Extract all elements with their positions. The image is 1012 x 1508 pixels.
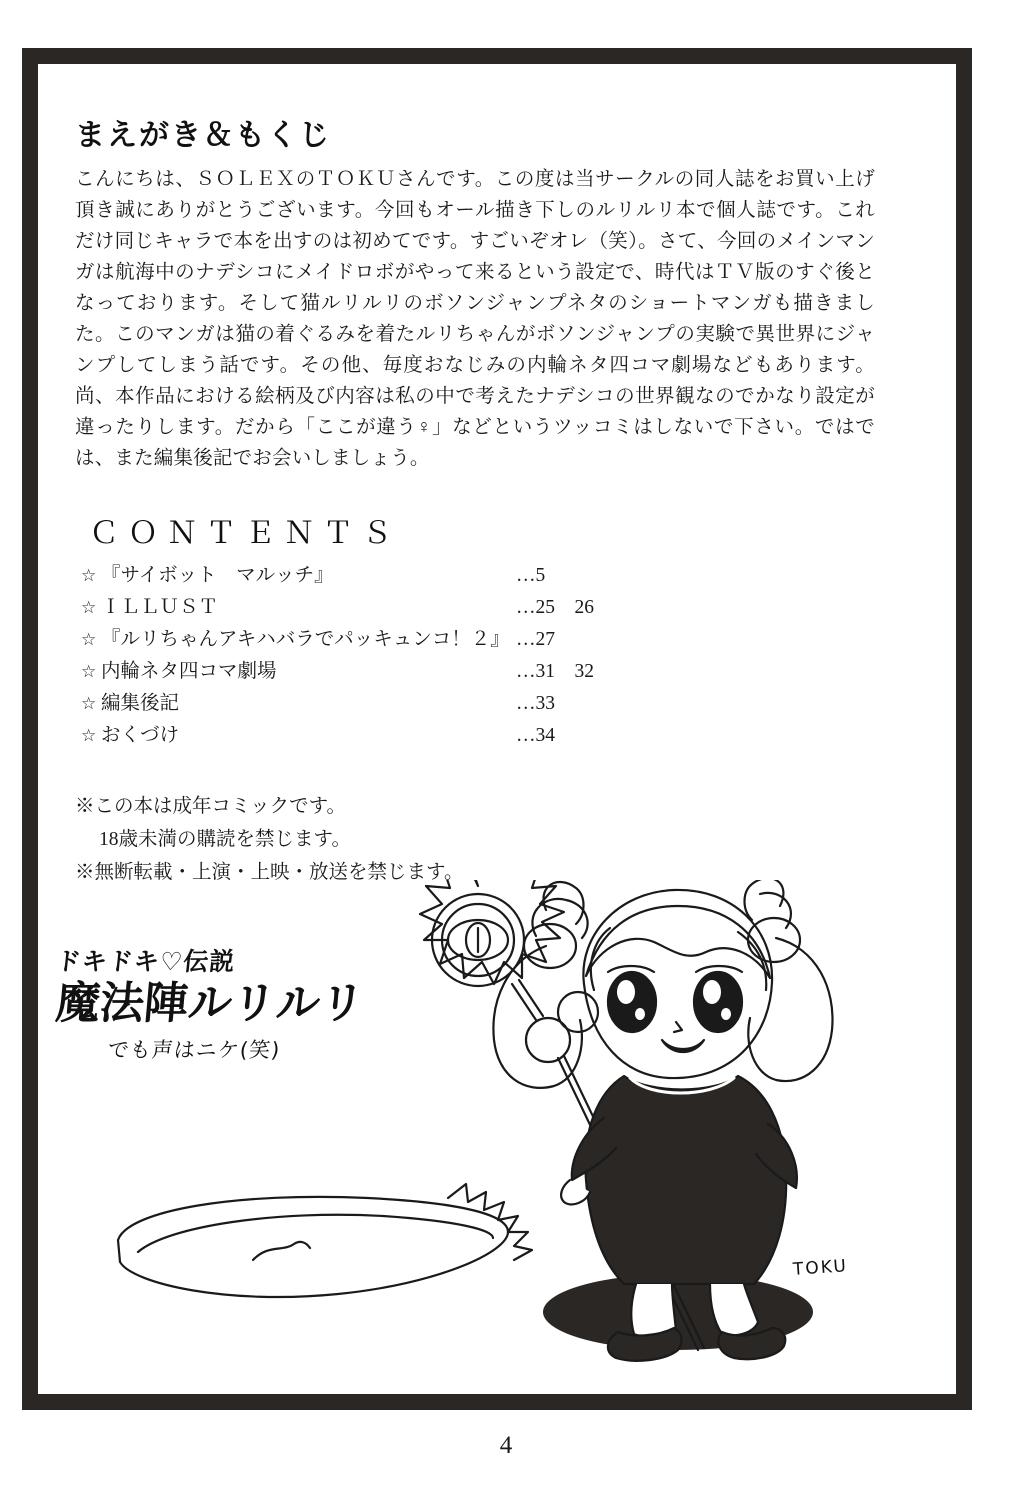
logo-line-1: ドキドキ♡伝説	[54, 947, 237, 976]
artist-signature: TOKU	[792, 1256, 849, 1280]
logo-line-3: でも声はニケ(笑)	[106, 1038, 282, 1062]
toc-label: おくづけ	[101, 725, 180, 746]
illustration-logo	[53, 942, 386, 1064]
star-icon: ☆	[81, 566, 97, 585]
list-item	[81, 720, 920, 752]
logo-line-2: 魔法陣ルリルリ	[53, 978, 367, 1029]
illustration	[38, 880, 956, 1400]
list-item	[81, 624, 920, 656]
notice-line: ※無断転載・上演・上映・放送を禁じます。	[75, 862, 464, 883]
toc-label: 内輪ネタ四コマ劇場	[101, 661, 277, 682]
toc-pages: …33	[516, 693, 555, 714]
star-icon: ☆	[81, 630, 97, 649]
star-icon: ☆	[81, 694, 97, 713]
list-item	[81, 592, 920, 624]
list-item	[81, 560, 920, 592]
toc-label: ＩＬＬＵＳＴ	[101, 597, 219, 618]
toc-label: 『サイボット マルッチ』	[101, 565, 334, 586]
contents-title: ＣＯＮＴＥＮＴＳ	[89, 516, 401, 551]
notices-block	[75, 790, 920, 889]
toc-label: 『ルリちゃんアキハバラでパッキュンコ！２』	[101, 629, 510, 650]
toc-label: 編集後記	[101, 693, 180, 714]
notice-line: ※この本は成年コミックです。	[75, 796, 347, 817]
list-item	[81, 656, 920, 688]
toc-pages: …34	[516, 725, 555, 746]
star-icon: ☆	[81, 598, 97, 617]
toc-pages: …27	[516, 629, 555, 650]
star-icon: ☆	[81, 662, 97, 681]
toc-pages: …5	[516, 565, 546, 586]
page-number: 4	[499, 1432, 513, 1459]
toc-pages: …25 26	[516, 597, 595, 618]
table-of-contents	[81, 560, 920, 752]
page-title: まえがき＆もくじ	[75, 118, 331, 153]
toc-pages: …31 32	[516, 661, 595, 682]
star-icon: ☆	[81, 726, 97, 745]
notice-line: 18歳未満の購読を禁じます。	[99, 829, 351, 850]
list-item	[81, 688, 920, 720]
intro-paragraph: こんにちは、ＳＯＬＥＸのＴＯＫＵさんです。この度は当サークルの同人誌をお買い上げ頂き誠にありがとうございます。今回もオール描き下しのルリルリ本で個人誌です。これだけ同じキャラで本を出すのは初めてです。すごいぞオレ（笑）。さて、今回のメインマンガは航海中のナデシコにメイドロボがやって来るという設定で、時代はＴＶ版のすぐ後となっております。そして猫ルリルリのボソンジャンプネタのショートマンガも描きました。このマンガは猫の着ぐるみを着たルリちゃんがボソンジャンプの実験で異世界にジャンプしてしまう話です。その他、毎度おなじみの内輪ネタ四コマ劇場などもあります。尚、本作品における絵柄及び内容は私の中で考えたナデシコの世界観なのでかなり設定が違ったりします。だから「ここが違う♀」などというツッコミはしないで下さい。ではでは、また編集後記でお会いしましょう。	[75, 169, 875, 469]
